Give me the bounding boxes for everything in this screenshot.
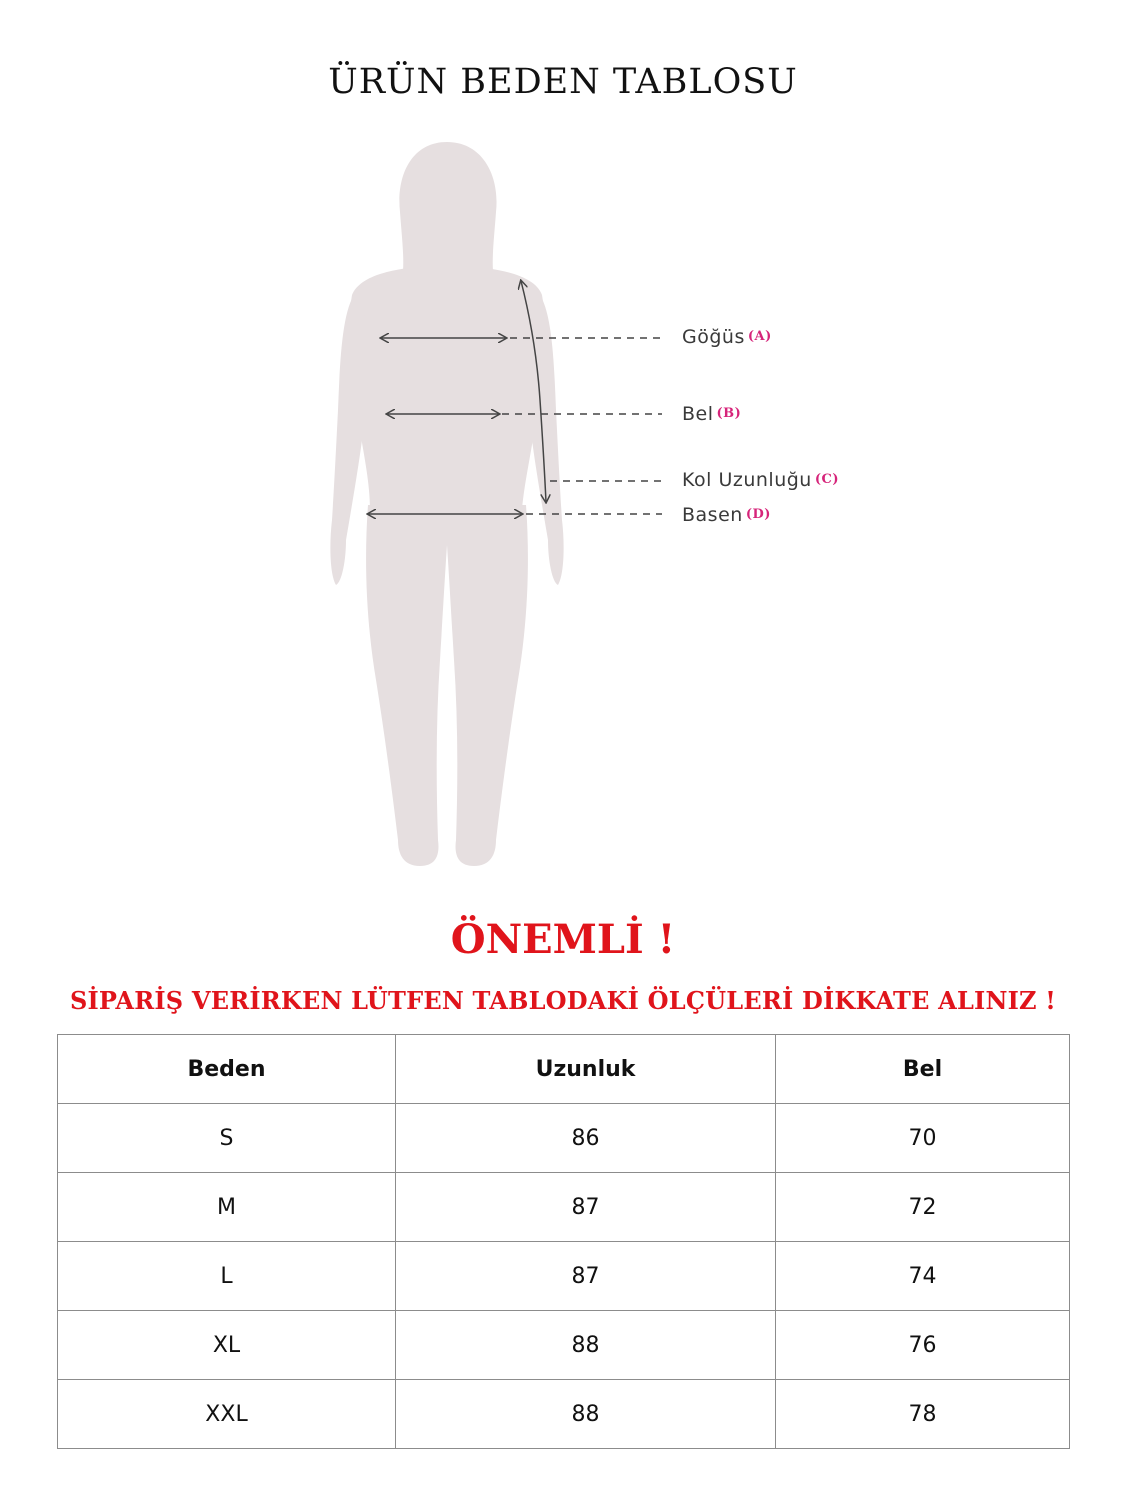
measurement-hip	[682, 504, 771, 526]
cell-length: 88	[396, 1311, 776, 1380]
header-length: Uzunluk	[396, 1035, 776, 1104]
measurement-letter: (A)	[747, 329, 772, 344]
table-row	[58, 1104, 1070, 1173]
cell-length: 88	[396, 1380, 776, 1449]
important-heading: ÖNEMLİ !	[450, 916, 676, 963]
cell-length: 86	[396, 1104, 776, 1173]
header-waist: Bel	[776, 1035, 1070, 1104]
cell-waist: 72	[776, 1173, 1070, 1242]
cell-waist: 78	[776, 1380, 1070, 1449]
header-size: Beden	[58, 1035, 396, 1104]
cell-length: 87	[396, 1242, 776, 1311]
cell-size: S	[58, 1104, 396, 1173]
measurement-letter: (B)	[716, 406, 742, 421]
measurement-label: Basen	[682, 504, 743, 526]
table-row	[58, 1311, 1070, 1380]
page-title: ÜRÜN BEDEN TABLOSU	[328, 62, 798, 102]
cell-waist: 70	[776, 1104, 1070, 1173]
cell-waist: 74	[776, 1242, 1070, 1311]
order-notice: SİPARİŞ VERİRKEN LÜTFEN TABLODAKİ ÖLÇÜLERİ DİKKATE ALINIZ !	[69, 986, 1057, 1015]
size-table	[57, 1034, 1070, 1449]
table-row	[58, 1173, 1070, 1242]
cell-size: M	[58, 1173, 396, 1242]
cell-waist: 76	[776, 1311, 1070, 1380]
measurement-letter: (D)	[745, 507, 771, 522]
table-row	[58, 1380, 1070, 1449]
measurement-letter: (C)	[814, 472, 839, 487]
measurement-label: Göğüs	[682, 326, 745, 348]
cell-length: 87	[396, 1173, 776, 1242]
measurement-chest	[682, 326, 772, 348]
table-row	[58, 1242, 1070, 1311]
measurement-label: Bel	[682, 403, 714, 425]
measurement-label: Kol Uzunluğu	[682, 469, 812, 491]
cell-size: L	[58, 1242, 396, 1311]
cell-size: XL	[58, 1311, 396, 1380]
table-header-row	[58, 1035, 1070, 1104]
measurement-sleeve-length	[682, 469, 839, 491]
measurement-waist	[682, 403, 741, 425]
cell-size: XXL	[58, 1380, 396, 1449]
